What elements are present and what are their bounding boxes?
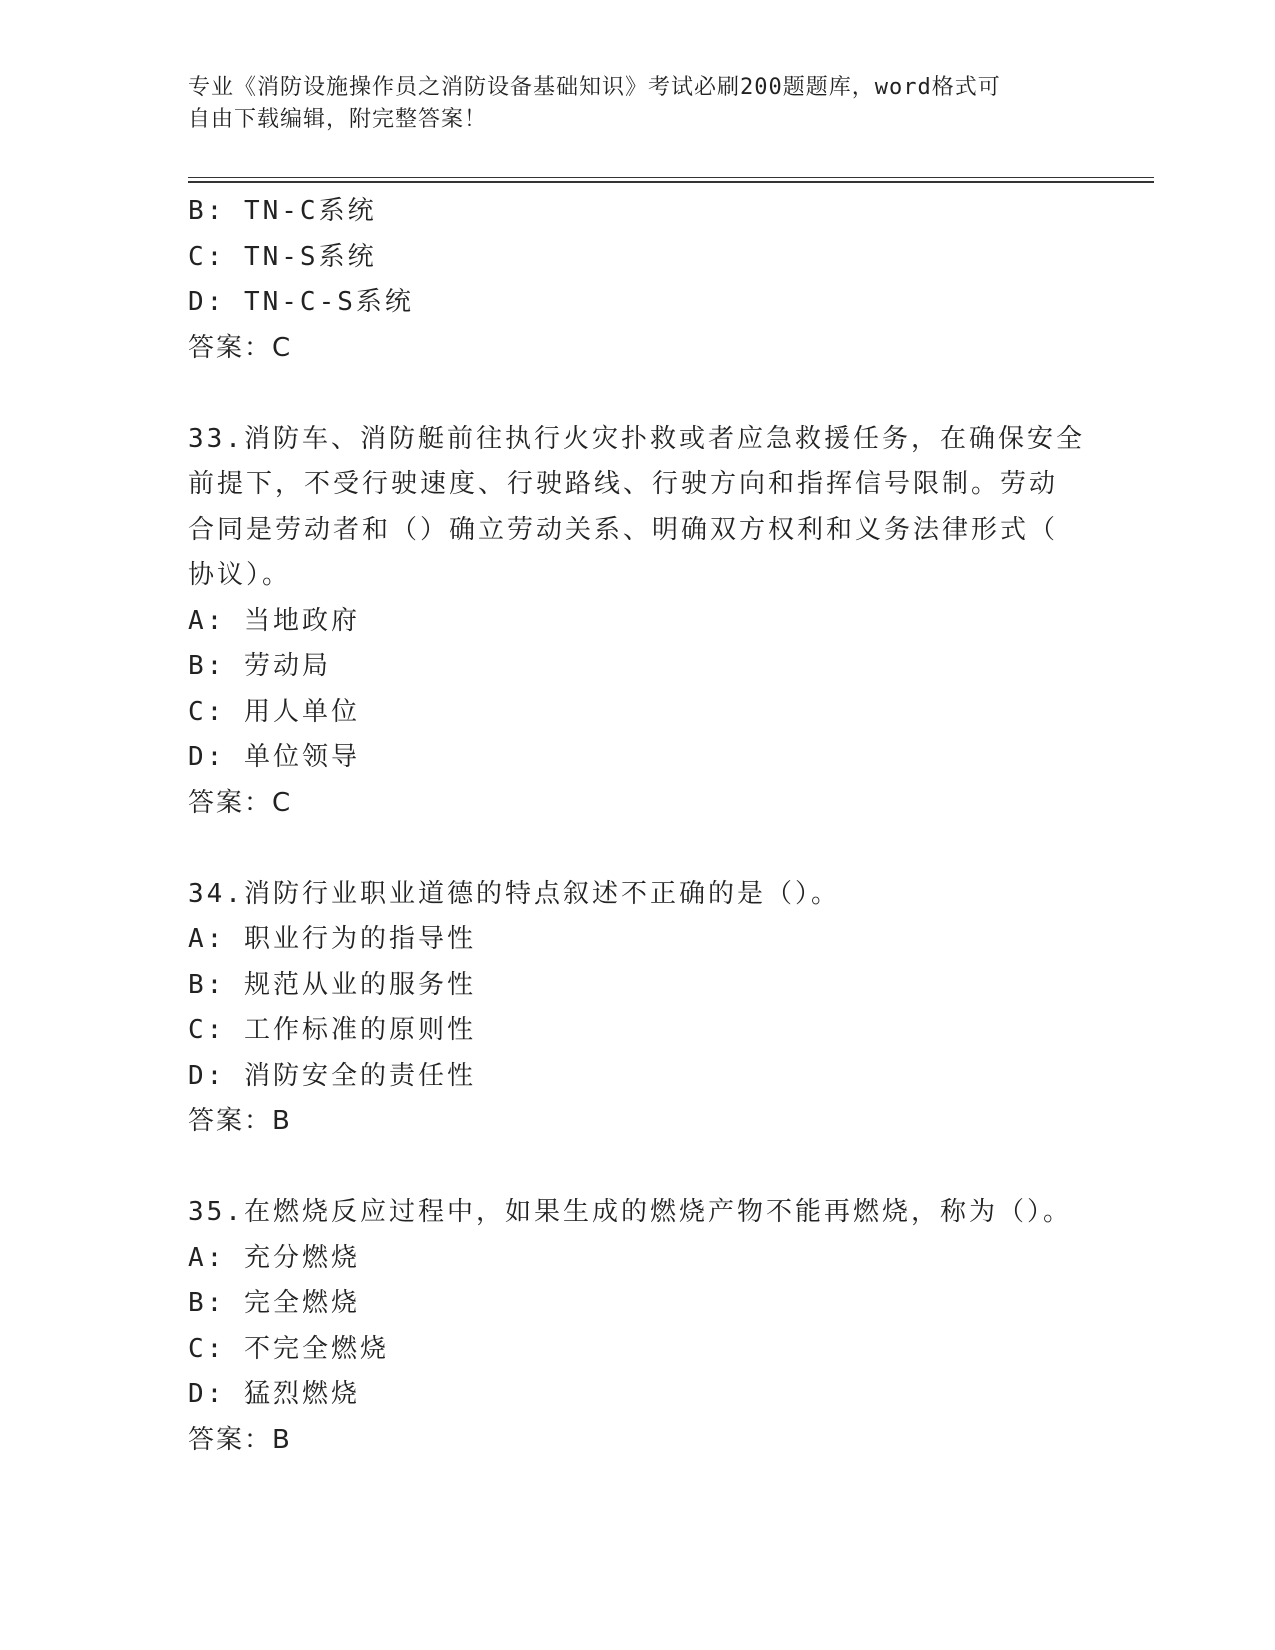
option-d: D: 消防安全的责任性 <box>188 1060 476 1091</box>
spacer <box>188 371 1088 417</box>
option-b: B: 完全燃烧 <box>188 1288 360 1318</box>
header-divider-thin <box>188 177 1154 178</box>
answer-line: 答案：C <box>188 332 293 363</box>
question-35 <box>188 1190 1088 1463</box>
document-header <box>188 72 1088 136</box>
option-c: C: 用人单位 <box>188 696 360 727</box>
question-list <box>188 189 1088 1463</box>
answer-line: 答案：B <box>188 1424 292 1455</box>
spacer <box>188 1145 1088 1191</box>
option-c: C: 工作标准的原则性 <box>188 1015 476 1045</box>
option-b: B: 规范从业的服务性 <box>188 969 476 1000</box>
question-32-continued <box>188 189 1088 371</box>
option-d: D: TN-C-S系统 <box>188 287 414 317</box>
question-text-line: 合同是劳动者和（）确立劳动关系、明确双方权利和义务法律形式（ <box>188 514 1059 545</box>
question-34 <box>188 872 1088 1145</box>
question-text-line: 协议）。 <box>188 560 292 590</box>
question-text-line: 前提下，不受行驶速度、行驶路线、行驶方向和指挥信号限制。劳动 <box>188 469 1059 499</box>
question-text-line: 35.在燃烧反应过程中，如果生成的燃烧产物不能再燃烧，称为（）。 <box>188 1197 1072 1227</box>
option-b: B: TN-C系统 <box>188 196 377 226</box>
header-divider-thick <box>188 181 1154 183</box>
option-a: A: 当地政府 <box>188 605 360 636</box>
option-a: A: 职业行为的指导性 <box>188 924 476 954</box>
option-c: C: TN-S系统 <box>188 241 377 272</box>
option-d: D: 猛烈燃烧 <box>188 1379 360 1409</box>
header-title-line-2: 自由下载编辑，附完整答案！ <box>188 107 488 132</box>
option-d: D: 单位领导 <box>188 742 360 772</box>
question-33 <box>188 417 1088 827</box>
question-text-line: 34.消防行业职业道德的特点叙述不正确的是（）。 <box>188 878 840 909</box>
header-title-line-1: 专业《消防设施操作员之消防设备基础知识》考试必刷200题题库，word格式可 <box>188 75 1001 100</box>
option-a: A: 充分燃烧 <box>188 1242 360 1273</box>
answer-line: 答案：C <box>188 787 293 818</box>
spacer <box>188 826 1088 872</box>
answer-line: 答案：B <box>188 1106 292 1136</box>
question-text-line: 33.消防车、消防艇前往执行火灾扑救或者应急救援任务，在确保安全 <box>188 423 1085 454</box>
option-b: B: 劳动局 <box>188 651 331 681</box>
option-c: C: 不完全燃烧 <box>188 1333 389 1364</box>
